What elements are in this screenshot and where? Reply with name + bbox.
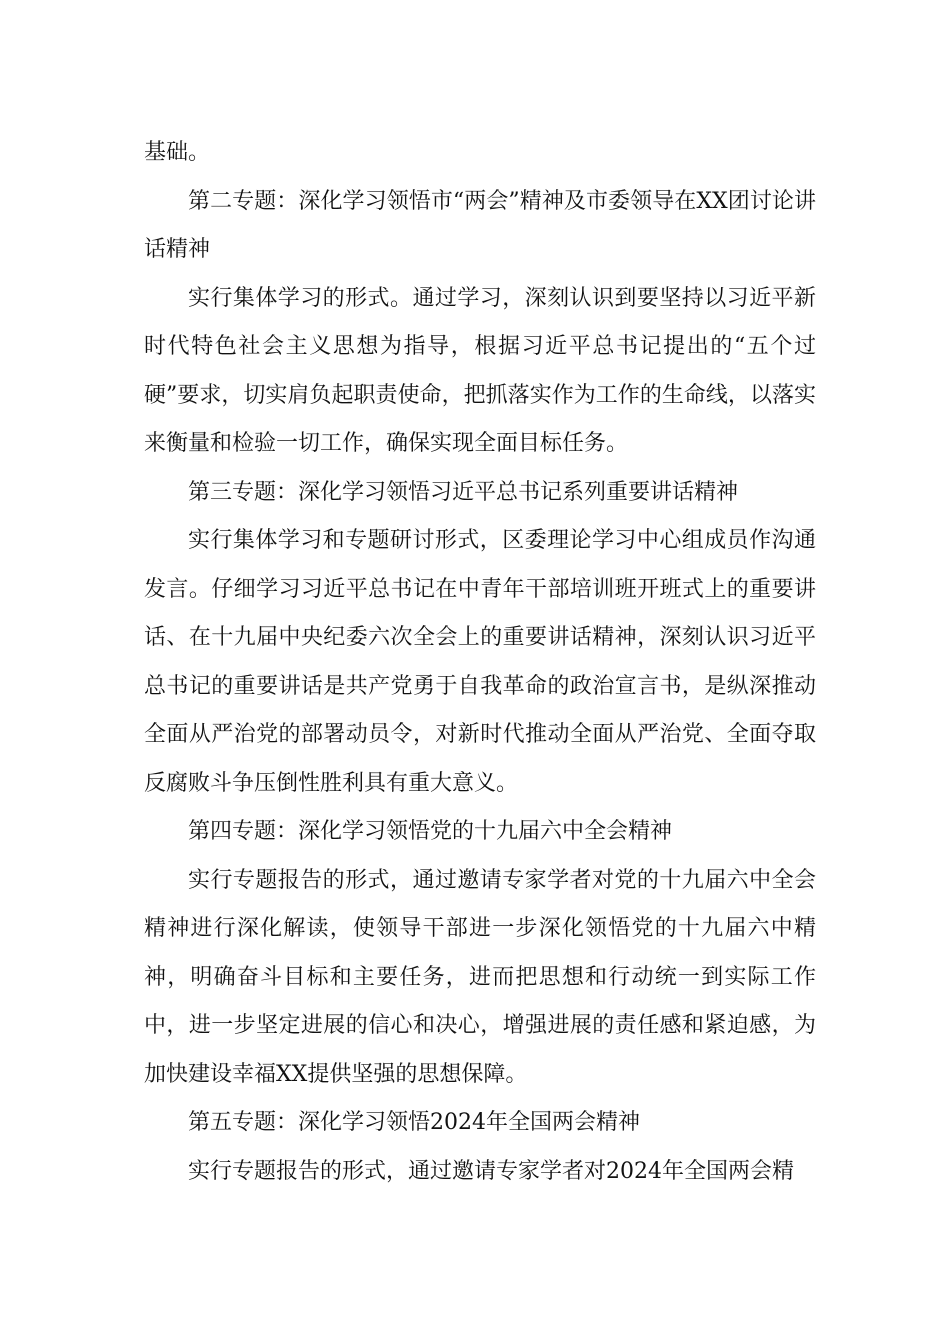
paragraph-body: 实行集体学习的形式。通过学习，深刻认识到要坚持以习近平新时代特色社会主义思想为指导，根据习近平总书记提出的“五个过硬”要求，切实肩负起职责使命，把抓落实作为工作的生命线，以落实来衡量和检验一切工作，确保实现全面目标任务。: [144, 285, 816, 456]
section-heading-2: 第二专题：深化学习领悟市“两会”精神及市委领导在XX团讨论讲话精神: [144, 188, 816, 262]
paragraph-continuation: 基础。: [144, 140, 211, 165]
document-body: [144, 129, 816, 1196]
paragraph-body: 实行专题报告的形式，通过邀请专家学者对2024年全国两会精: [188, 1158, 794, 1184]
section-heading-3: 第三专题：深化学习领悟习近平总书记系列重要讲话精神: [188, 479, 739, 505]
paragraph-body: 实行专题报告的形式，通过邀请专家学者对党的十九届六中全会精神进行深化解读，使领导干部进一步深化领悟党的十九届六中精神，明确奋斗目标和主要任务，进而把思想和行动统一到实际工作中，进一步坚定进展的信心和决心，增强进展的责任感和紧迫感，为加快建设幸福XX提供坚强的思想保障。: [144, 867, 816, 1087]
paragraph-body: 实行集体学习和专题研讨形式，区委理论学习中心组成员作沟通发言。仔细学习习近平总书记在中青年干部培训班开班式上的重要讲话、在十九届中央纪委六次全会上的重要讲话精神，深刻认识习近平总书记的重要讲话是共产党勇于自我革命的政治宣言书，是纵深推动全面从严治党的部署动员令，对新时代推动全面从严治党、全面夺取反腐败斗争压倒性胜利具有重大意义。: [144, 528, 816, 796]
section-heading-5: 第五专题：深化学习领悟2024年全国两会精神: [188, 1110, 640, 1135]
section-heading-4: 第四专题：深化学习领悟党的十九届六中全会精神: [188, 819, 673, 844]
